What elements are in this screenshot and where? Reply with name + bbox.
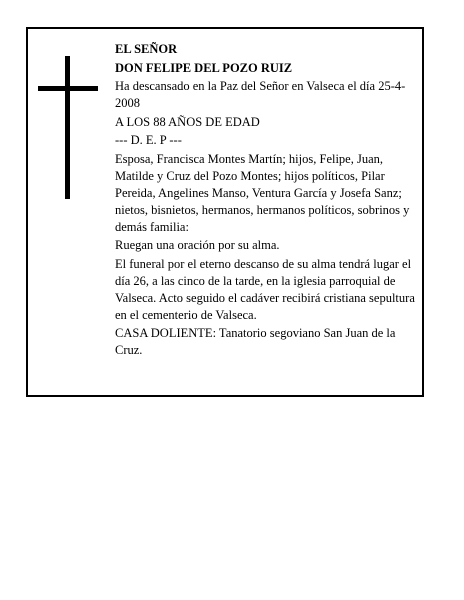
age-line: A LOS 88 AÑOS DE EDAD bbox=[115, 114, 260, 129]
cross-vertical-bar bbox=[65, 56, 70, 199]
prayer-request: Ruegan una oración por su alma. bbox=[115, 238, 280, 252]
notice-text bbox=[115, 41, 420, 361]
mourning-house: CASA DOLIENTE: Tanatorio segoviano San Juan de la Cruz. bbox=[115, 326, 396, 357]
rip-line: --- D. E. P --- bbox=[115, 133, 182, 147]
title-line-1: EL SEÑOR bbox=[115, 42, 178, 56]
obituary-notice bbox=[26, 27, 424, 397]
cross-icon bbox=[38, 56, 98, 199]
cross-horizontal-bar bbox=[38, 86, 98, 91]
family-list: Esposa, Francisca Montes Martín; hijos, Felipe, Juan, Matilde y Cruz del Pozo Montes; hijos políticos, Pilar Pereida, Angelines Manso, Ventura García y Josefa Sanz; nietos, bisnietos, hermanos, hermanos políticos, sobrinos y demás familia: bbox=[115, 151, 410, 234]
funeral-info: El funeral por el eterno descanso de su alma tendrá lugar el día 26, a las cinco de la tarde, en la iglesia parroquial de Valseca. Acto seguido el cadáver recibirá cristiana sepultura en el cementerio de Valseca. bbox=[115, 256, 415, 322]
death-announcement: Ha descansado en la Paz del Señor en Valseca el día 25-4-2008 bbox=[115, 79, 406, 110]
deceased-name: DON FELIPE DEL POZO RUIZ bbox=[115, 60, 293, 75]
